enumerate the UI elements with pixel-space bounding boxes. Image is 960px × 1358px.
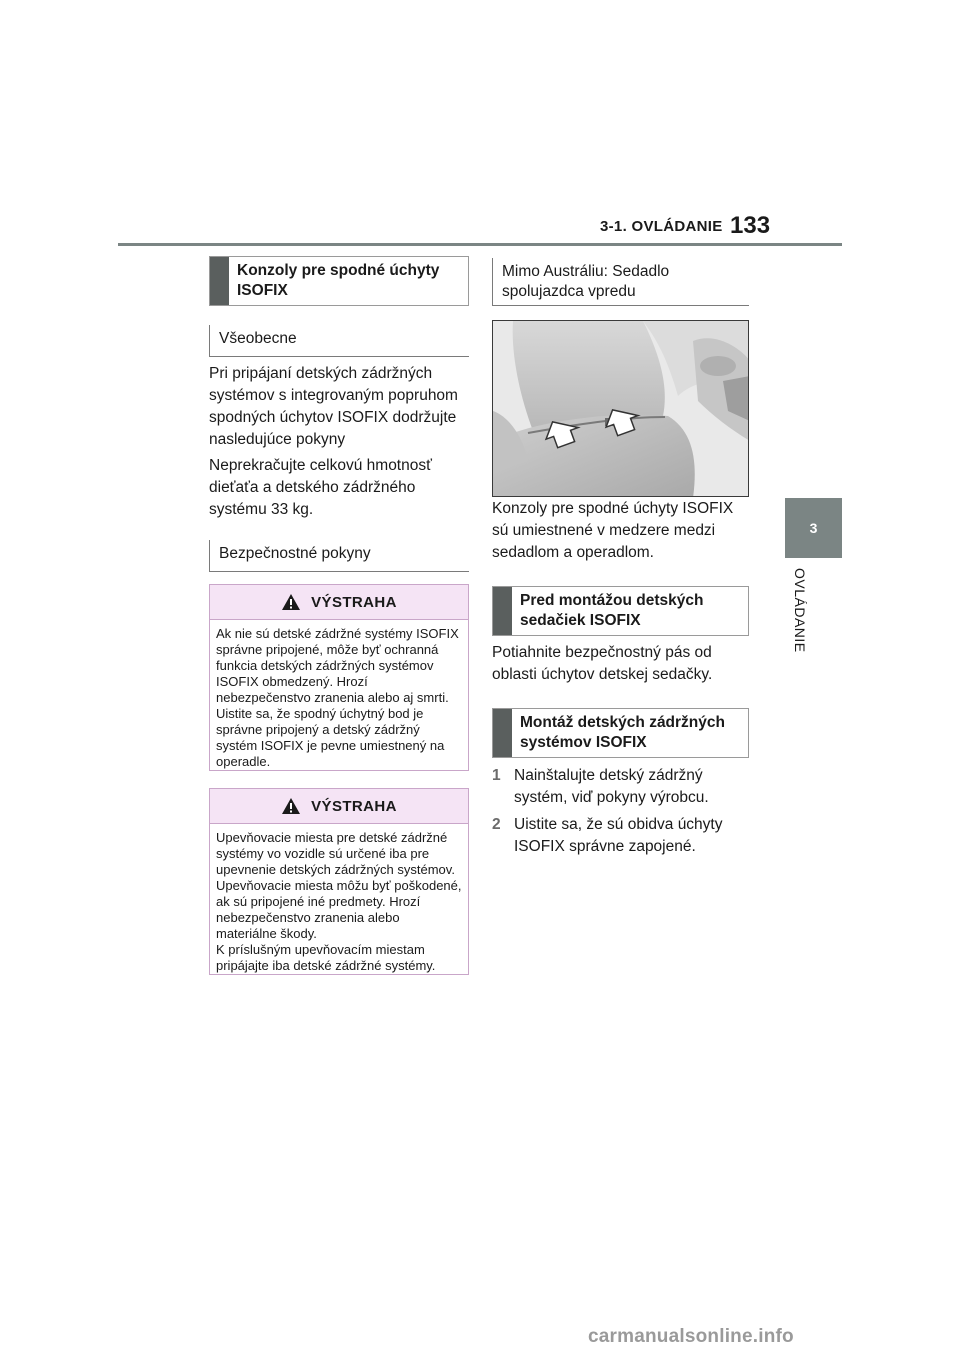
- warning-box-1: [209, 584, 469, 771]
- paragraph-instructions: Pri pripájaní detských zádržných systémov s integrovaným popruhom spodných úchytov ISOFIX dodržujte nasledujúce pokyny: [209, 365, 458, 448]
- warning-triangle-icon: [281, 797, 301, 815]
- heading-bar: [210, 257, 229, 305]
- isofix-seat-image: [493, 321, 749, 497]
- paragraph-weight-limit: Neprekračujte celkovú hmotnosť dieťaťa a detského zádržného systému 33 kg.: [209, 457, 432, 518]
- heading-bar: [493, 709, 512, 757]
- warning-title: VÝSTRAHA: [311, 593, 397, 611]
- section-title: 3-1. OVLÁDANIE: [600, 218, 723, 235]
- step-number: 2: [492, 816, 501, 833]
- step-text: Uistite sa, že sú obidva úchyty ISOFIX správne zapojené.: [514, 816, 723, 855]
- warning-header: [210, 789, 468, 824]
- warning-title: VÝSTRAHA: [311, 797, 397, 815]
- heading-isofix-consoles: [209, 256, 469, 306]
- heading-text: Pred montážou detských sedačiek ISOFIX: [520, 592, 704, 629]
- step-number: 1: [492, 767, 501, 784]
- step-text: Nainštalujte detský zádržný systém, viď pokyny výrobcu.: [514, 767, 709, 806]
- heading-mounting: [492, 708, 749, 758]
- warning-box-2: [209, 788, 469, 975]
- heading-text: Konzoly pre spodné úchyty ISOFIX: [237, 262, 440, 299]
- chapter-label: [786, 568, 810, 668]
- chapter-tab: 3: [785, 498, 842, 558]
- subheading-safety: Bezpečnostné pokyny: [209, 540, 469, 572]
- seat-illustration: [492, 320, 749, 497]
- watermark: carmanualsonline.info: [588, 1326, 794, 1347]
- heading-bar: [493, 587, 512, 635]
- warning-header: [210, 585, 468, 620]
- step-2: [492, 814, 749, 858]
- warning-text: Ak nie sú detské zádržné systémy ISOFIX správne pripojené, môže byť ochranná funkcia detských zádržných systémov ISOFIX obmedzený. Hrozí nebezpečenstvo zranenia alebo aj smrti. Uistite sa, že spodný úchytný bod je správne pripojený a detský zádržný systém ISOFIX je pevne umiestnený na operadle.: [216, 626, 459, 769]
- heading-before-mounting: [492, 586, 749, 636]
- step-1: [492, 765, 749, 809]
- chapter-label-text: OVLÁDANIE: [792, 568, 808, 653]
- paragraph-belt: Potiahnite bezpečnostný pás od oblasti úchytov detskej sedačky.: [492, 644, 713, 683]
- figure-caption: Konzoly pre spodné úchyty ISOFIX sú umiestnené v medzere medzi sedadlom a operadlom.: [492, 500, 734, 561]
- warning-triangle-icon: [281, 593, 301, 611]
- page-number: 133: [730, 212, 771, 239]
- subheading-general: Všeobecne: [209, 325, 469, 357]
- subheading-passenger-seat: Mimo Austráliu: Sedadlo spolujazdca vpredu: [492, 258, 749, 306]
- heading-text: Montáž detských zádržných systémov ISOFIX: [520, 714, 725, 751]
- header-rule: [118, 243, 842, 246]
- warning-text: Upevňovacie miesta pre detské zádržné systémy vo vozidle sú určené iba pre upevnenie detských zádržných systémov. Upevňovacie miesta môžu byť poškodené, ak sú pripojené iné predmety. Hrozí nebezpečenstvo zranenia alebo materiálne škody. K príslušným upevňovacím miestam pripájajte iba detské zádržné systémy.: [216, 830, 462, 973]
